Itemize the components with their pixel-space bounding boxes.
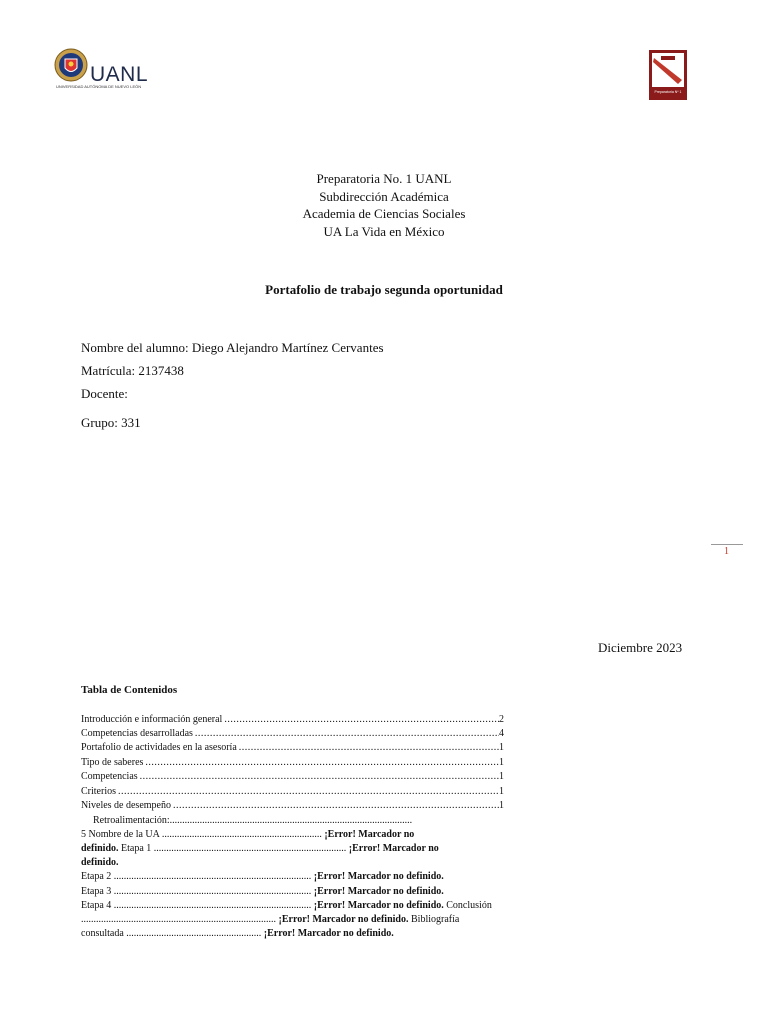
toc-entry[interactable] <box>81 741 504 754</box>
toc-error-text: ¡Error! Marcador no <box>348 843 439 854</box>
toc-leader <box>193 727 499 740</box>
toc-error-text: ¡Error! Marcador no definido. <box>278 914 409 925</box>
page-number: 1 <box>724 546 729 557</box>
toc-entry-page: 1 <box>499 742 504 753</box>
student-id: Matrícula: 2137438 <box>81 363 184 378</box>
prepa-logo-label: Preparatoria Nº 1 <box>654 90 682 94</box>
toc-etapa3-line <box>81 885 444 898</box>
institution-line-4: UA La Vida en México <box>323 223 445 239</box>
page-number-rule <box>711 544 743 545</box>
toc-entry-label: Tipo de saberes <box>81 757 144 768</box>
toc-entry-page: 1 <box>499 800 504 811</box>
toc-entry-page: 1 <box>499 786 504 797</box>
teacher-field: Docente: <box>81 386 128 401</box>
institution-line-3: Academia de Ciencias Sociales <box>302 206 466 221</box>
toc-entry[interactable] <box>81 713 504 726</box>
toc-conclusion-label: Conclusión <box>443 900 492 911</box>
toc-entry[interactable] <box>81 756 504 769</box>
toc-entry-label: Niveles de desempeño <box>81 800 171 811</box>
institution-line-2: Subdirección Académica <box>319 188 449 204</box>
toc-retroalimentacion: Retroalimentación:................................................................................................. <box>93 815 413 826</box>
toc-error-text: ¡Error! Marcador no <box>324 829 415 840</box>
toc-consultada-label: consultada ...................................................... <box>81 928 262 939</box>
toc-conclusion-line <box>81 913 459 926</box>
toc-error-text: ¡Error! Marcador no definido. <box>263 928 394 939</box>
toc-etapa2-label: Etapa 2 ............................................................................... <box>81 871 312 882</box>
toc-entry-label: Introducción e información general <box>81 714 223 725</box>
toc-entry-label: Competencias desarrolladas <box>81 728 193 739</box>
student-name: Nombre del alumno: Diego Alejandro Martínez Cervantes <box>81 340 384 355</box>
toc-leader <box>171 799 499 812</box>
toc-leader <box>237 741 499 754</box>
toc-entry-label: Criterios <box>81 786 116 797</box>
toc-entry[interactable] <box>81 799 504 812</box>
toc-entry-label: Competencias <box>81 771 138 782</box>
group-field: Grupo: 331 <box>81 415 141 430</box>
toc-leader <box>116 785 499 798</box>
toc-consultada-line <box>81 927 394 940</box>
prepa-logo <box>649 50 687 100</box>
toc-etapa3-label: Etapa 3 ............................................................................... <box>81 886 312 897</box>
toc-etapa4-line <box>81 899 492 912</box>
toc-bibliografia-label: Bibliografía <box>408 914 460 925</box>
institution-line-1: Preparatoria No. 1 UANL <box>316 171 452 186</box>
toc-leader <box>222 713 499 726</box>
toc-entry-page: 4 <box>499 728 504 739</box>
toc-error-cont: definido. <box>81 843 119 854</box>
uanl-logo-text: UANL <box>90 63 149 86</box>
toc-error-text: ¡Error! Marcador no definido. <box>313 871 444 882</box>
uanl-seal-icon <box>54 47 88 83</box>
document-title: Portafolio de trabajo segunda oportunidad <box>265 282 503 297</box>
uanl-logo <box>54 47 154 95</box>
toc-entry-page: 2 <box>499 714 504 725</box>
toc-etapa4-label: Etapa 4 ............................................................................... <box>81 900 312 911</box>
toc-ua-line <box>81 828 414 841</box>
toc-leader <box>143 756 499 769</box>
toc-error-definido: definido. <box>81 857 119 868</box>
toc-conclusion-dots: .............................................................................. <box>81 914 276 925</box>
toc-etapa2-line <box>81 870 444 883</box>
toc-entry-label: Portafolio de actividades en la asesoría <box>81 742 237 753</box>
toc-entry-page: 1 <box>499 757 504 768</box>
toc-title: Tabla de Contenidos <box>81 684 178 696</box>
toc-etapa1-label: Etapa 1 ............................................................................. <box>118 843 347 854</box>
toc-entry[interactable] <box>81 727 504 740</box>
toc-entry[interactable] <box>81 785 504 798</box>
toc-etapa1-line <box>81 842 439 855</box>
toc-leader <box>138 770 499 783</box>
toc-error-text: ¡Error! Marcador no definido. <box>313 900 444 911</box>
toc-error-text: ¡Error! Marcador no definido. <box>313 886 444 897</box>
toc-entry-page: 1 <box>499 771 504 782</box>
uanl-logo-subtext: UNIVERSIDAD AUTÓNOMA DE NUEVO LEÓN <box>56 84 142 89</box>
toc-entry[interactable] <box>81 770 504 783</box>
date: Diciembre 2023 <box>598 640 683 655</box>
toc-ua-label: 5 Nombre de la UA ................................................................ <box>81 829 322 840</box>
